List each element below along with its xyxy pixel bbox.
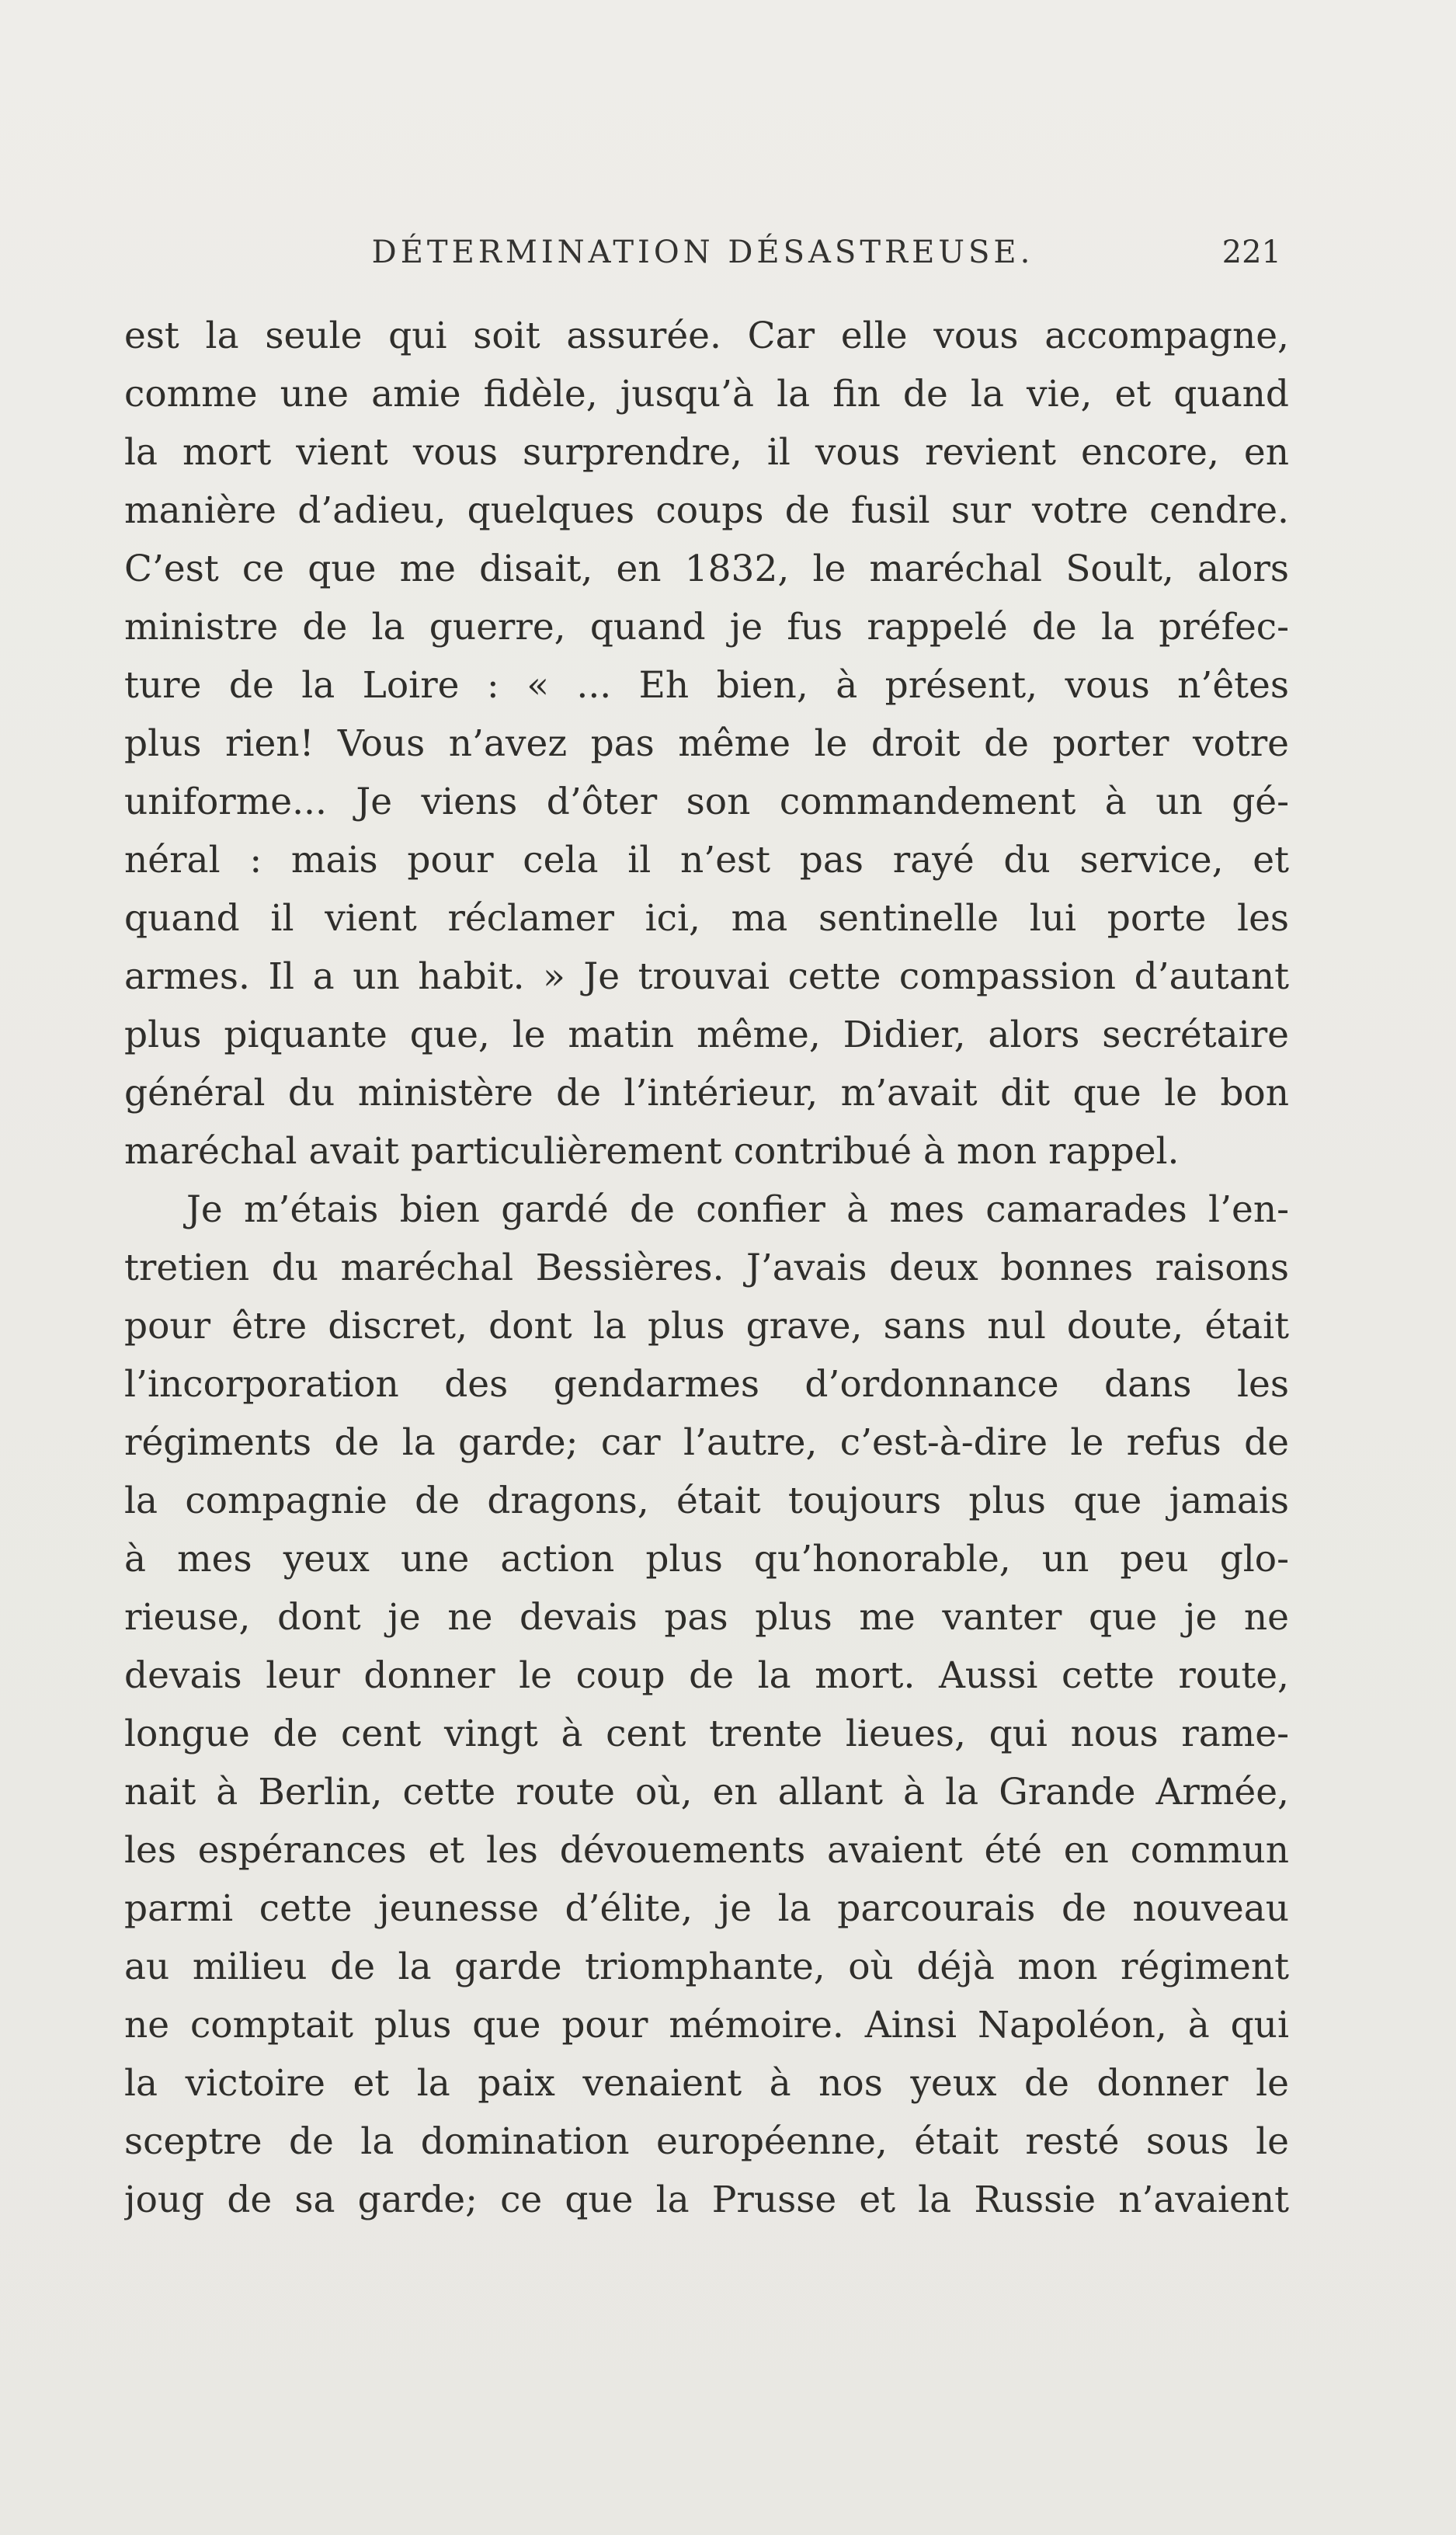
text-line: ministre de la guerre, quand je fus rappelé de la préfec-	[124, 606, 1289, 649]
text-line: général du ministère de l’intérieur, m’avait dit que le bon	[124, 1072, 1289, 1114]
text-line: uniforme... Je viens d’ôter son commandement à un gé-	[124, 781, 1289, 823]
text-line: l’incorporation des gendarmes d’ordonnance dans les	[124, 1363, 1289, 1406]
text-line: sceptre de la domination européenne, était resté sous le	[124, 2120, 1289, 2163]
text-line: C’est ce que me disait, en 1832, le maréchal Soult, alors	[124, 548, 1289, 590]
text-line: ne comptait plus que pour mémoire. Ainsi Napoléon, à qui	[124, 2004, 1289, 2046]
paragraph-end-line: maréchal avait particulièrement contribué à mon rappel.	[124, 1130, 1180, 1173]
body-text	[124, 307, 1289, 2229]
text-line: plus rien! Vous n’avez pas même le droit de porter votre	[124, 722, 1289, 765]
text-line: manière d’adieu, quelques coups de fusil sur votre cendre.	[124, 489, 1289, 532]
text-line: la victoire et la paix venaient à nos yeux de donner le	[124, 2062, 1289, 2105]
text-line: armes. Il a un habit. » Je trouvai cette compassion d’autant	[124, 955, 1289, 998]
text-line: la mort vient vous surprendre, il vous revient encore, en	[124, 431, 1289, 474]
text-line: plus piquante que, le matin même, Didier, alors secrétaire	[124, 1014, 1289, 1056]
text-line: régiments de la garde; car l’autre, c’est-à-dire le refus de	[124, 1421, 1289, 1464]
text-line: longue de cent vingt à cent trente lieues, qui nous rame-	[124, 1713, 1289, 1755]
text-line: les espérances et les dévouements avaient été en commun	[124, 1829, 1289, 1872]
paragraph-start-line: Je m’étais bien gardé de confier à mes camarades l’en-	[186, 1188, 1289, 1231]
text-line: au milieu de la garde triomphante, où déjà mon régiment	[124, 1946, 1289, 1988]
text-line: comme une amie fidèle, jusqu’à la fin de la vie, et quand	[124, 373, 1289, 416]
text-line: tretien du maréchal Bessières. J’avais deux bonnes raisons	[124, 1247, 1289, 1289]
text-line: à mes yeux une action plus qu’honorable, un peu glo-	[124, 1538, 1289, 1580]
text-line: pour être discret, dont la plus grave, sans nul doute, était	[124, 1305, 1289, 1347]
text-line: rieuse, dont je ne devais pas plus me vanter que je ne	[124, 1596, 1289, 1639]
text-line: devais leur donner le coup de la mort. Aussi cette route,	[124, 1654, 1289, 1697]
page-number: 221	[1221, 235, 1281, 270]
text-line: joug de sa garde; ce que la Prusse et la Russie n’avaient	[124, 2179, 1289, 2221]
text-line: nait à Berlin, cette route où, en allant à la Grande Armée,	[124, 1771, 1289, 1813]
text-line: parmi cette jeunesse d’élite, je la parcourais de nouveau	[124, 1887, 1289, 1930]
text-line: ture de la Loire : « ... Eh bien, à présent, vous n’êtes	[124, 664, 1289, 707]
text-line: néral : mais pour cela il n’est pas rayé du service, et	[124, 839, 1289, 882]
running-head	[124, 229, 1281, 276]
running-title: DÉTERMINATION DÉSASTREUSE.	[371, 235, 1034, 270]
text-line: est la seule qui soit assurée. Car elle vous accompagne,	[124, 315, 1289, 357]
text-line: la compagnie de dragons, était toujours plus que jamais	[124, 1480, 1289, 1522]
text-line: quand il vient réclamer ici, ma sentinelle lui porte les	[124, 897, 1289, 940]
